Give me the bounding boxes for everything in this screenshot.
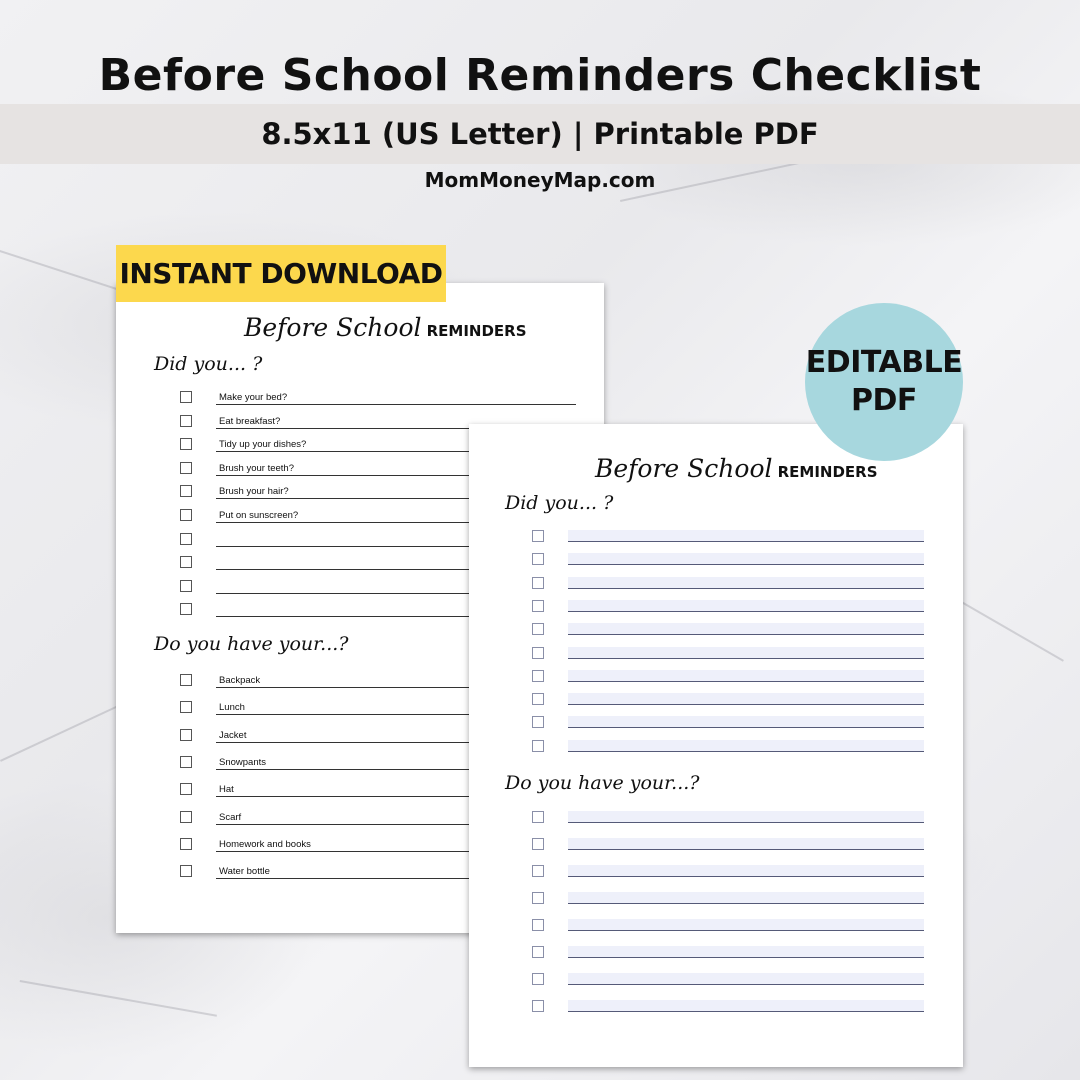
checkbox[interactable]: [180, 674, 192, 686]
editable-pdf-badge: [805, 303, 963, 461]
editable-text-field[interactable]: [568, 811, 924, 823]
checklist-item-text: Eat breakfast?: [219, 415, 281, 427]
badge-line2: PDF: [851, 383, 917, 418]
checkbox[interactable]: [180, 533, 192, 545]
checkbox[interactable]: [532, 865, 544, 877]
checkbox[interactable]: [532, 919, 544, 931]
instant-download-ribbon: INSTANT DOWNLOAD: [116, 245, 446, 302]
checkbox[interactable]: [180, 509, 192, 521]
checkbox[interactable]: [532, 973, 544, 985]
editable-text-field[interactable]: [568, 553, 924, 565]
checklist-item-text: Water bottle: [219, 866, 270, 878]
checklist-item-text: Hat: [219, 784, 234, 796]
marble-vein: [0, 701, 128, 762]
checkbox[interactable]: [180, 603, 192, 615]
checkbox[interactable]: [532, 892, 544, 904]
editable-text-field[interactable]: [568, 973, 924, 985]
checklist-item-text: Lunch: [219, 702, 245, 714]
checkbox[interactable]: [180, 701, 192, 713]
checklist-item-text: Tidy up your dishes?: [219, 439, 307, 451]
checklist-item-text: Make your bed?: [219, 392, 288, 403]
editable-text-field[interactable]: [568, 1000, 924, 1012]
sheet-heading: [244, 313, 527, 342]
checkbox[interactable]: [180, 811, 192, 823]
checkbox[interactable]: [532, 553, 544, 565]
checklist-line: [216, 404, 576, 405]
checklist-item-text: Brush your teeth?: [219, 462, 294, 474]
sheet-heading: [595, 454, 878, 483]
checkbox[interactable]: [180, 838, 192, 850]
checklist-item-text: Scarf: [219, 811, 242, 823]
checkbox[interactable]: [180, 729, 192, 741]
checkbox[interactable]: [180, 783, 192, 795]
checkbox[interactable]: [532, 946, 544, 958]
editable-text-field[interactable]: [568, 577, 924, 589]
checklist-item-text: Homework and books: [219, 838, 311, 850]
checkbox[interactable]: [180, 462, 192, 474]
checklist-item-text: Backpack: [219, 675, 261, 686]
checkbox[interactable]: [532, 811, 544, 823]
checkbox[interactable]: [532, 693, 544, 705]
editable-text-field[interactable]: [568, 647, 924, 659]
sheet-heading-script: Before School: [244, 313, 422, 342]
checkbox[interactable]: [532, 530, 544, 542]
editable-text-field[interactable]: [568, 838, 924, 850]
checklist-item-text: Snowpants: [219, 756, 267, 768]
checklist-item-text: Jacket: [219, 729, 247, 741]
section-do-you-have-label: Do you have your...?: [154, 633, 349, 655]
checkbox[interactable]: [180, 556, 192, 568]
editable-text-field[interactable]: [568, 623, 924, 635]
checkbox[interactable]: [180, 415, 192, 427]
page-title: Before School Reminders Checklist: [98, 50, 982, 101]
checkbox[interactable]: [532, 623, 544, 635]
checkbox[interactable]: [532, 600, 544, 612]
marble-vein: [20, 980, 217, 1017]
checkbox[interactable]: [532, 716, 544, 728]
checklist-item-text: Put on sunscreen?: [219, 510, 299, 521]
editable-text-field[interactable]: [568, 865, 924, 877]
checkbox[interactable]: [180, 865, 192, 877]
section-did-you-label: Did you... ?: [505, 492, 614, 514]
format-subtitle: 8.5x11 (US Letter) | Printable PDF: [261, 117, 819, 151]
editable-text-field[interactable]: [568, 670, 924, 682]
editable-text-field[interactable]: [568, 946, 924, 958]
website-label: MomMoneyMap.com: [424, 168, 656, 192]
checkbox[interactable]: [532, 740, 544, 752]
checkbox[interactable]: [180, 438, 192, 450]
editable-text-field[interactable]: [568, 716, 924, 728]
sheet-heading-script: Before School: [595, 454, 773, 483]
format-band: [0, 104, 1080, 164]
checkbox[interactable]: [532, 670, 544, 682]
section-did-you-label: Did you... ?: [154, 353, 263, 375]
checkbox[interactable]: [532, 838, 544, 850]
checkbox[interactable]: [180, 756, 192, 768]
editable-text-field[interactable]: [568, 530, 924, 542]
sheet-heading-caps: REMINDERS: [426, 322, 527, 340]
checkbox[interactable]: [532, 577, 544, 589]
sheet-heading-caps: REMINDERS: [777, 463, 878, 481]
editable-sheet-preview: [469, 424, 963, 1067]
editable-text-field[interactable]: [568, 919, 924, 931]
checkbox[interactable]: [532, 647, 544, 659]
checkbox[interactable]: [180, 391, 192, 403]
editable-text-field[interactable]: [568, 892, 924, 904]
editable-text-field[interactable]: [568, 740, 924, 752]
editable-text-field[interactable]: [568, 693, 924, 705]
marble-vein: [959, 600, 1064, 662]
checkbox[interactable]: [180, 580, 192, 592]
checklist-item-text: Brush your hair?: [219, 486, 289, 498]
editable-text-field[interactable]: [568, 600, 924, 612]
checkbox[interactable]: [532, 1000, 544, 1012]
checkbox[interactable]: [180, 485, 192, 497]
section-do-you-have-label: Do you have your...?: [505, 772, 700, 794]
badge-line1: EDITABLE: [805, 345, 963, 380]
